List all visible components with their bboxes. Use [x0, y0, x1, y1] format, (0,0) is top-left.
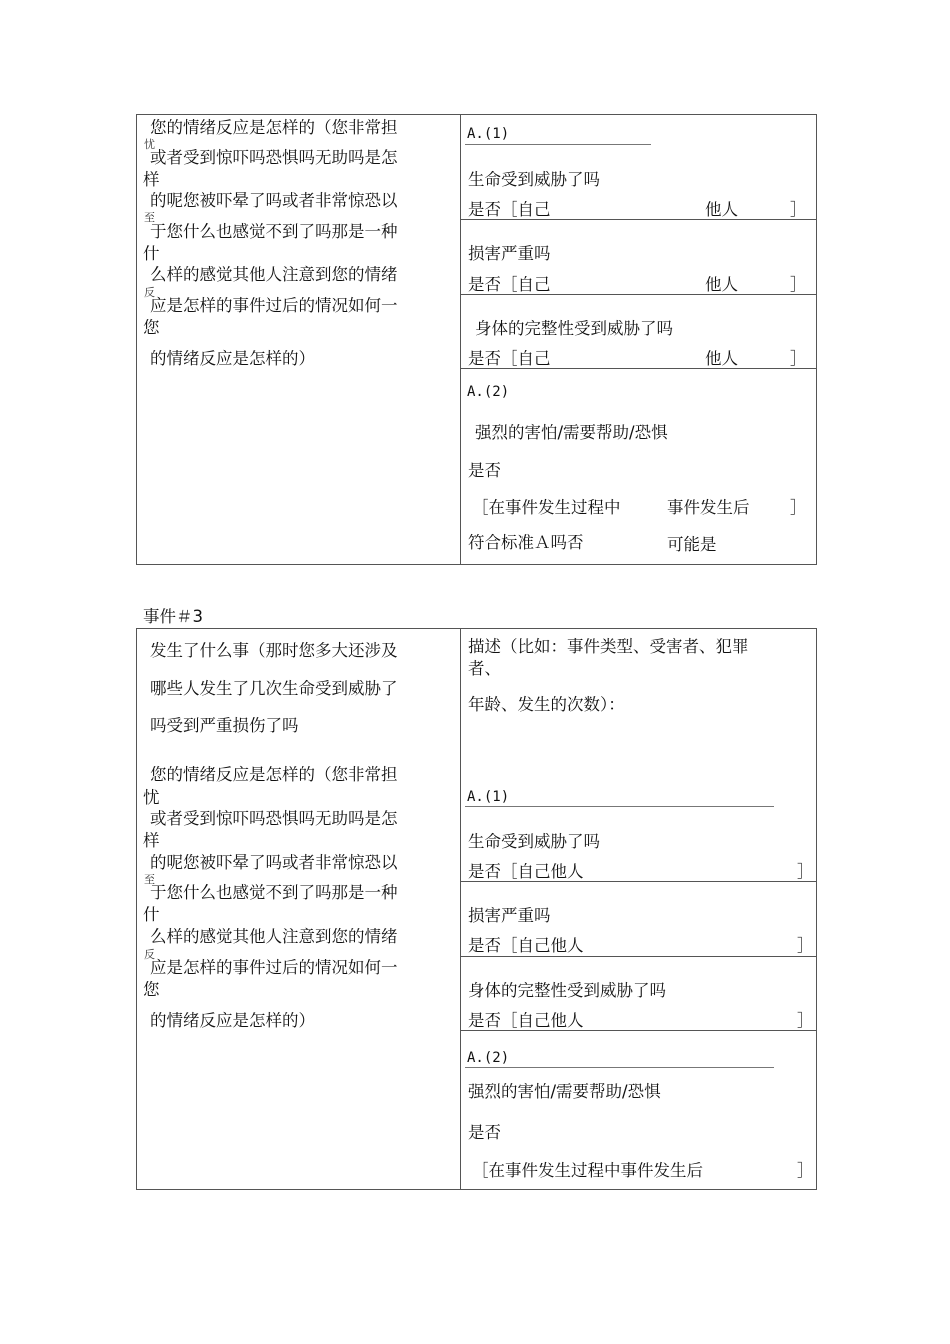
- event-3-left-line: 样: [143, 831, 160, 850]
- answer-yes-no-self: 是否［自己: [468, 275, 551, 294]
- bracket-close: ］: [790, 498, 807, 517]
- event-3-left-top-line: 哪些人发生了几次生命受到威胁了: [150, 679, 398, 698]
- event-3-heading: 事件＃3: [143, 607, 203, 626]
- a2-question: 强烈的害怕/需要帮助/恐惧: [468, 1082, 661, 1101]
- question-physical-integrity: 身体的完整性受到威胁了吗: [475, 319, 673, 338]
- left-text-line: 您: [143, 318, 160, 337]
- table-event-3-row-divider: [460, 956, 817, 957]
- left-text-line: 应是怎样的事件过后的情况如何一: [150, 296, 398, 315]
- criterion-a-question: 符合标准Ａ吗否: [468, 533, 584, 552]
- a2-yes-no: 是否: [468, 461, 501, 480]
- question-serious-injury: 损害严重吗: [468, 906, 551, 925]
- table-1-row-divider: [460, 368, 817, 369]
- event-3-left-top-line: 吗受到严重损伤了吗: [150, 716, 299, 735]
- left-text-line: 什: [143, 244, 160, 263]
- event-3-left-line: 或者受到惊吓吗恐惧吗无助吗是怎: [150, 809, 398, 828]
- table-event-3-column-divider: [460, 628, 461, 1190]
- event-3-left-line: 的情绪反应是怎样的）: [150, 1011, 315, 1030]
- event-3-left-line: 忧: [143, 788, 160, 807]
- answer-yes-no-self-other: 是否［自己他人: [468, 1011, 584, 1030]
- question-serious-injury: 损害严重吗: [468, 244, 551, 263]
- describe-line: 描述（比如：事件类型、受害者、犯罪: [468, 637, 749, 656]
- answer-yes-no-self: 是否［自己: [468, 349, 551, 368]
- event-3-left-line: 您的情绪反应是怎样的（您非常担: [150, 765, 398, 784]
- event-3-left-line: 于您什么也感觉不到了吗那是一种: [150, 883, 398, 902]
- a2-yes-no: 是否: [468, 1123, 501, 1142]
- left-text-line: 么样的感觉其他人注意到您的情绪: [150, 265, 398, 284]
- table-event-3-row-divider: [460, 1030, 817, 1031]
- answer-yes-no-self-other: 是否［自己他人: [468, 936, 584, 955]
- left-text-line: 样: [143, 170, 160, 189]
- table-1-row-divider: [460, 294, 817, 295]
- bracket-close: ］: [797, 1161, 814, 1180]
- a2-label: A.(2): [467, 384, 510, 400]
- a2-during-after: ［在事件发生过程中事件发生后: [472, 1161, 703, 1180]
- table-1-row-divider: [460, 219, 817, 220]
- event-3-left-line: 应是怎样的事件过后的情况如何一: [150, 958, 398, 977]
- event-3-left-line: 什: [143, 905, 160, 924]
- question-life-threat: 生命受到威胁了吗: [468, 170, 600, 189]
- left-text-line: 于您什么也感觉不到了吗那是一种: [150, 222, 398, 241]
- event-3-left-top-line: 发生了什么事（那时您多大还涉及: [150, 641, 398, 660]
- left-text-line: 的情绪反应是怎样的）: [150, 349, 315, 368]
- event-3-left-line: 么样的感觉其他人注意到您的情绪: [150, 927, 398, 946]
- left-text-fragment: 至: [144, 211, 155, 224]
- answer-yes-no-self-other: 是否［自己他人: [468, 862, 584, 881]
- event-3-left-line: 您: [143, 980, 160, 999]
- a1-underline: [465, 806, 774, 807]
- left-text-fragment: 忧: [144, 138, 155, 151]
- left-text-line: 或者受到惊吓吗恐惧吗无助吗是怎: [150, 148, 398, 167]
- bracket-close: ］: [797, 862, 814, 881]
- describe-line: 者、: [468, 659, 501, 678]
- question-physical-integrity: 身体的完整性受到威胁了吗: [468, 981, 666, 1000]
- answer-other: 他人: [705, 349, 738, 368]
- left-text-fragment: 反: [144, 286, 155, 299]
- a1-underline: [465, 144, 651, 145]
- a2-after: 事件发生后: [667, 498, 750, 517]
- left-text-line: 您的情绪反应是怎样的（您非常担: [150, 118, 398, 137]
- question-life-threat: 生命受到威胁了吗: [468, 832, 600, 851]
- answer-yes-no-self: 是否［自己: [468, 200, 551, 219]
- table-event-3-row-divider: [460, 881, 817, 882]
- left-text-fragment: 至: [144, 873, 155, 886]
- answer-other: 他人: [705, 275, 738, 294]
- table-1-column-divider: [460, 114, 461, 565]
- possible-label: 可能是: [667, 535, 717, 554]
- bracket-close: ］: [790, 275, 807, 294]
- bracket-close: ］: [790, 200, 807, 219]
- event-3-left-line: 的呢您被吓晕了吗或者非常惊恐以: [150, 853, 398, 872]
- a1-label: A.(1): [467, 126, 510, 142]
- answer-other: 他人: [705, 200, 738, 219]
- a1-label: A.(1): [467, 789, 510, 805]
- bracket-close: ］: [797, 936, 814, 955]
- left-text-fragment: 反: [144, 948, 155, 961]
- a2-label: A.(2): [467, 1050, 510, 1066]
- left-text-line: 的呢您被吓晕了吗或者非常惊恐以: [150, 191, 398, 210]
- bracket-close: ］: [797, 1011, 814, 1030]
- a2-during: ［在事件发生过程中: [472, 498, 621, 517]
- a2-underline: [465, 1067, 774, 1068]
- a2-question: 强烈的害怕/需要帮助/恐惧: [475, 423, 668, 442]
- describe-line: 年龄、发生的次数）：: [468, 695, 625, 714]
- bracket-close: ］: [790, 349, 807, 368]
